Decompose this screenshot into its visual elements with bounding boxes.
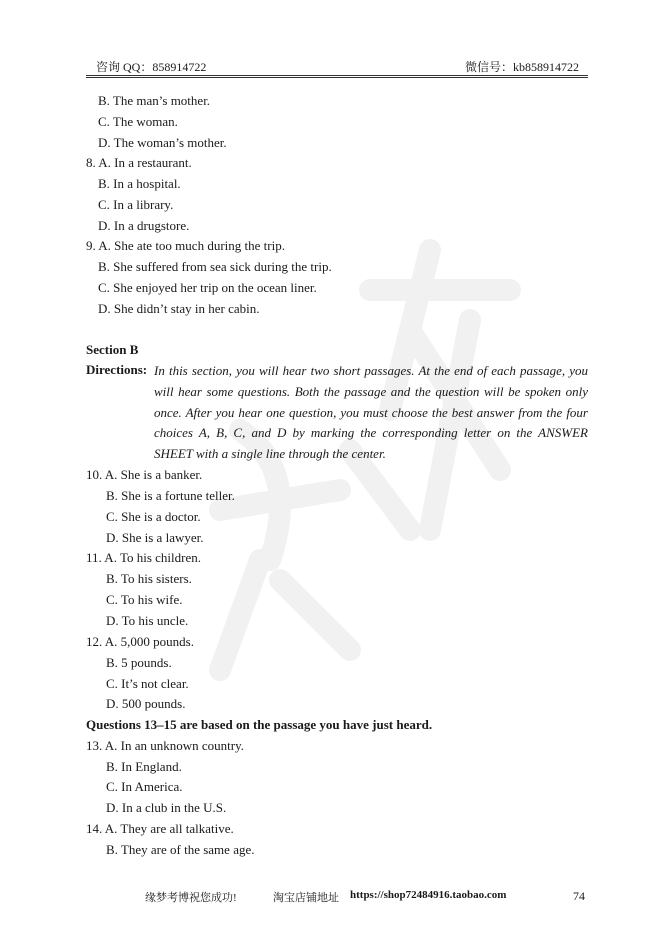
option-line: D. 500 pounds. — [106, 696, 186, 711]
question-line: 13. A. In an unknown country. — [86, 738, 245, 753]
footer-slogan: 缘梦考博祝您成功! — [145, 892, 237, 904]
question-line: 10. A. She is a banker. — [86, 467, 203, 482]
option-line: D. The woman’s mother. — [98, 135, 227, 150]
option-line: C. In America. — [106, 779, 183, 794]
question-line: 14. A. They are all talkative. — [86, 821, 234, 836]
footer-shop-link[interactable]: https://shop72484916.taobao.com — [350, 889, 507, 901]
option-line: D. To his uncle. — [106, 613, 189, 628]
option-line: C. It’s not clear. — [106, 676, 189, 691]
header-rule — [86, 75, 588, 76]
directions-text: In this section, you will hear two short passages. At the end of each passage, you will hear some questions. Both the passage and the question will be spoken only once. After you hear one question, you must choose the best answer from the four choices A, B, C, and D by marking the corresponding letter on the ANSWER SHEET with a single line through the center. — [154, 363, 588, 462]
page-number: 74 — [573, 889, 585, 903]
option-line: D. She didn’t stay in her cabin. — [98, 301, 260, 316]
option-line: B. In a hospital. — [98, 176, 181, 191]
option-line: B. 5 pounds. — [106, 655, 172, 670]
option-line: D. In a drugstore. — [98, 218, 190, 233]
option-line: B. They are of the same age. — [106, 842, 255, 857]
option-line: C. The woman. — [98, 114, 178, 129]
question-line: 12. A. 5,000 pounds. — [86, 634, 194, 649]
directions-label: Directions: — [86, 362, 148, 377]
option-line: D. She is a lawyer. — [106, 530, 204, 545]
option-line: C. She is a doctor. — [106, 509, 201, 524]
footer-shop-label: 淘宝店铺地址 — [273, 892, 339, 904]
header-contact-qq: 咨询 QQ：858914722 — [96, 60, 207, 74]
question-line: 8. A. In a restaurant. — [86, 155, 192, 170]
option-line: D. In a club in the U.S. — [106, 800, 227, 815]
option-line: B. The man’s mother. — [98, 93, 211, 108]
question-line: 9. A. She ate too much during the trip. — [86, 238, 285, 253]
option-line: B. In England. — [106, 759, 182, 774]
option-line: B. She suffered from sea sick during the trip. — [98, 259, 332, 274]
option-line: B. To his sisters. — [106, 571, 192, 586]
question-line: 11. A. To his children. — [86, 550, 202, 565]
header-rule-secondary — [86, 77, 588, 78]
option-line: C. In a library. — [98, 197, 174, 212]
option-line: C. She enjoyed her trip on the ocean liner. — [98, 280, 317, 295]
option-line: C. To his wife. — [106, 592, 183, 607]
header-contact-wechat: 微信号：kb858914722 — [464, 60, 579, 74]
questions-note: Questions 13–15 are based on the passage you have just heard. — [86, 717, 433, 732]
option-line: B. She is a fortune teller. — [106, 488, 235, 503]
section-title: Section B — [86, 342, 139, 357]
